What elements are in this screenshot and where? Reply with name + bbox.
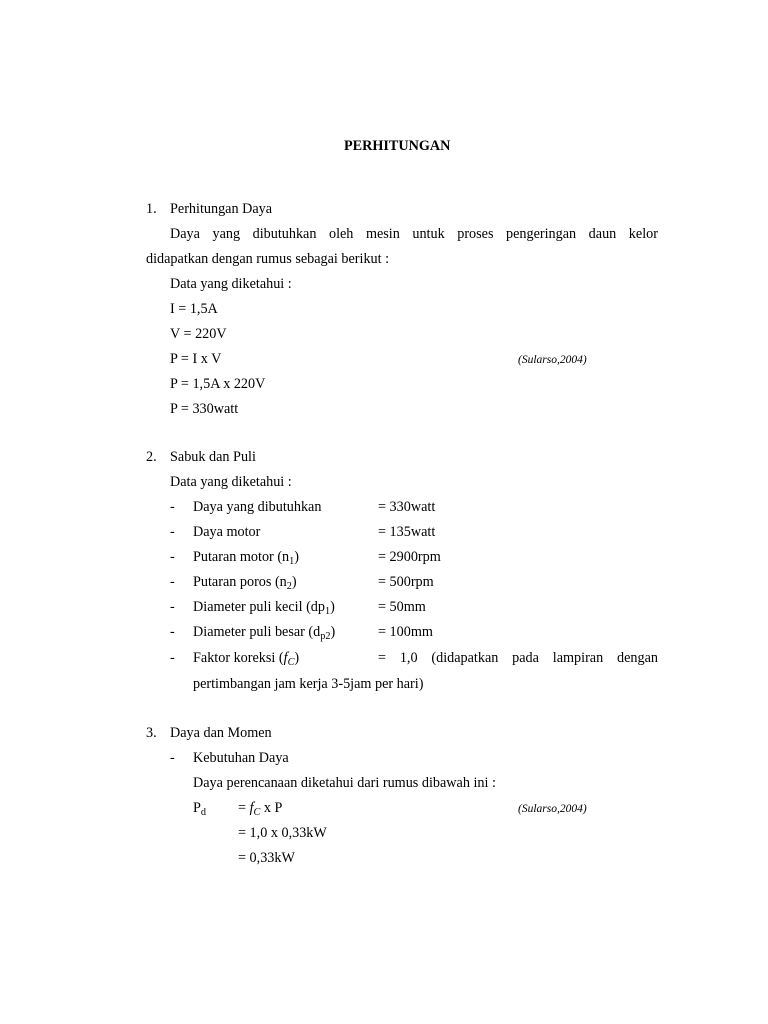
section-3-number: 3. — [146, 725, 157, 741]
list-dash: - — [170, 750, 175, 766]
list-item-label — [193, 650, 299, 667]
formula-line: P = 1,5A x 220V — [170, 376, 266, 392]
word: Daya — [170, 226, 200, 242]
list-item-value: = 2900rpm — [378, 549, 441, 565]
formula-line: V = 220V — [170, 326, 227, 342]
subscript: 1 — [289, 555, 295, 567]
section-1-number: 1. — [146, 201, 157, 217]
word: untuk — [412, 226, 445, 242]
label-text: ) — [291, 574, 297, 590]
list-dash: - — [170, 549, 175, 565]
list-item-value: = 500rpm — [378, 574, 434, 590]
section-1-data-label: Data yang diketahui : — [170, 276, 292, 292]
label-text: Diameter puli kecil (dp — [193, 599, 325, 615]
list-item-value — [378, 650, 658, 667]
symbol-p: P — [193, 800, 201, 816]
subscript: p2 — [320, 630, 331, 642]
list-item-label — [193, 624, 335, 641]
formula-line: P = I x V — [170, 351, 222, 367]
list-dash: - — [170, 524, 175, 540]
word: proses — [457, 226, 494, 242]
formula-line: I = 1,5A — [170, 301, 218, 317]
citation: (Sularso,2004) — [518, 354, 587, 366]
label-text: ) — [330, 599, 335, 615]
list-item-label: Daya yang dibutuhkan — [193, 499, 322, 515]
label-text: ) — [294, 650, 300, 666]
list-item-continuation: pertimbangan jam kerja 3-5jam per hari) — [193, 676, 424, 692]
word: = — [378, 650, 387, 666]
label-text: Faktor koreksi ( — [193, 650, 284, 666]
list-item-label — [193, 599, 335, 616]
word: daun — [588, 226, 617, 242]
word: dibutuhkan — [252, 226, 317, 242]
formula-line: = 1,0 x 0,33kW — [238, 825, 327, 841]
word: lampiran — [552, 650, 604, 666]
section-1-paragraph-line-2: didapatkan dengan rumus sebagai berikut : — [146, 251, 390, 267]
subscript: C — [253, 806, 261, 818]
label-text: Putaran poros (n — [193, 574, 287, 590]
section-2-heading: Sabuk dan Puli — [170, 449, 256, 465]
symbol-f: f — [249, 800, 254, 816]
page-title: PERHITUNGAN — [344, 138, 451, 154]
list-dash: - — [170, 650, 175, 666]
list-dash: - — [170, 574, 175, 590]
list-item-value: = 100mm — [378, 624, 433, 640]
list-item-label — [193, 574, 297, 591]
list-item-value: = 135watt — [378, 524, 436, 540]
label-text: ) — [330, 624, 336, 640]
word: pengeringan — [506, 226, 577, 242]
formula-text: x P — [260, 800, 283, 816]
label-text: Putaran motor (n — [193, 549, 290, 565]
word: oleh — [328, 226, 354, 242]
sub-heading: Kebutuhan Daya — [193, 750, 289, 766]
word: 1,0 — [399, 650, 418, 666]
section-2-number: 2. — [146, 449, 157, 465]
formula-line: P = 330watt — [170, 401, 239, 417]
label-text: ) — [294, 549, 299, 565]
formula-line: = 0,33kW — [238, 850, 295, 866]
section-1-paragraph-line-1 — [170, 226, 658, 243]
word: kelor — [628, 226, 658, 242]
list-item-label — [193, 549, 299, 566]
formula-text: = — [238, 800, 250, 816]
list-item-label: Daya motor — [193, 524, 261, 540]
word: dengan — [617, 650, 658, 666]
list-dash: - — [170, 599, 175, 615]
section-2-data-label: Data yang diketahui : — [170, 474, 292, 490]
section-1-heading: Perhitungan Daya — [170, 201, 273, 217]
subscript: C — [287, 656, 295, 668]
section-3-heading: Daya dan Momen — [170, 725, 272, 741]
word: mesin — [365, 226, 400, 242]
list-dash: - — [170, 499, 175, 515]
list-item-value: = 330watt — [378, 499, 436, 515]
symbol-f: f — [283, 650, 288, 666]
subscript: 2 — [286, 580, 292, 592]
label-text: Diameter puli besar (d — [193, 624, 321, 640]
list-dash: - — [170, 624, 175, 640]
list-item-value: = 50mm — [378, 599, 426, 615]
word: (didapatkan — [431, 650, 499, 666]
formula-symbol — [193, 800, 206, 817]
intro-text: Daya perencanaan diketahui dari rumus dibawah ini : — [193, 775, 496, 791]
formula-line — [238, 800, 282, 817]
word: yang — [212, 226, 241, 242]
subscript: 1 — [324, 605, 331, 617]
word: pada — [512, 650, 539, 666]
subscript: d — [200, 806, 206, 818]
citation: (Sularso,2004) — [518, 803, 587, 815]
